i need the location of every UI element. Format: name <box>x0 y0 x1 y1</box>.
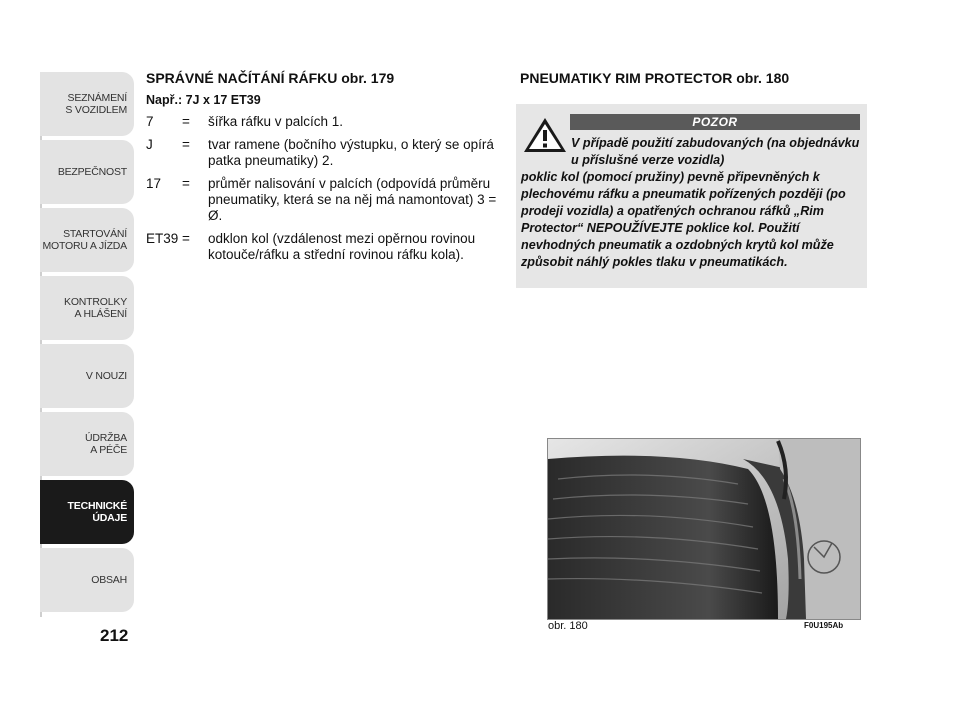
left-column <box>146 70 501 270</box>
right-column <box>520 70 868 86</box>
sidebar-tabs <box>40 72 134 616</box>
warning-text: V případě použití zabudovaných (na objednávku u příslušné verze vozidla) poklic kol (pomocí pružiny) pevně připevněných k plechovému ráfku a pneumatik pořízených později (po prodeji vozidla) a opatřených ochranou ráfků „Rim Protector“ NEPOUŽÍVEJTE poklice kol. Použití nevhodných pneumatik a ozdobných krytů kol může způsobit náhlý pokles tlaku v pneumatikách. <box>521 136 860 269</box>
definition-row: ET39 = odklon kol (vzdálenost mezi opěrnou rovinou kotouče/ráfku a střední rovinou ráfku kola). <box>146 231 476 262</box>
tire-rim-protector-figure <box>547 438 861 620</box>
definition-row: 17 = průměr nalisování v palcích (odpovídá průměru pneumatiky, která se na něj má namontovat) 3 = Ø. <box>146 176 497 223</box>
tab-v-nouzi[interactable]: V NOUZI <box>40 344 134 408</box>
tab-obsah[interactable]: OBSAH <box>40 548 134 612</box>
section-heading-right: PNEUMATIKY RIM PROTECTOR obr. 180 <box>520 70 790 86</box>
figure-ref: obr. 179 <box>341 70 395 86</box>
tire-illustration <box>548 439 860 619</box>
example-line: Např.: 7J x 17 ET39 <box>146 93 261 107</box>
figure-caption: obr. 180 <box>548 620 588 632</box>
figure-code: F0U195Ab <box>804 621 844 630</box>
tab-kontrolky[interactable]: KONTROLKY A HLÁŠENÍ <box>40 276 134 340</box>
tab-bezpecnost[interactable]: BEZPEČNOST <box>40 140 134 204</box>
section-heading: SPRÁVNÉ NAČÍTÁNÍ RÁFKU obr. 179 <box>146 70 395 86</box>
tab-technicke-udaje[interactable]: TECHNICKÉ ÚDAJE <box>40 480 134 544</box>
tab-seznameni[interactable]: SEZNÁMENÍ S VOZIDLEM <box>40 72 134 136</box>
warning-title: POZOR <box>570 114 860 130</box>
page-number: 212 <box>100 626 129 645</box>
figure-ref: obr. 180 <box>736 70 790 86</box>
tab-udrzba[interactable]: ÚDRŽBA A PÉČE <box>40 412 134 476</box>
definition-row: J = tvar ramene (bočního výstupku, o který se opírá patka pneumatiky) 2. <box>146 137 494 168</box>
definition-row: 7 = šířka ráfku v palcích 1. <box>146 114 344 129</box>
tab-startovani[interactable]: STARTOVÁNÍ MOTORU A JÍZDA <box>40 208 134 272</box>
